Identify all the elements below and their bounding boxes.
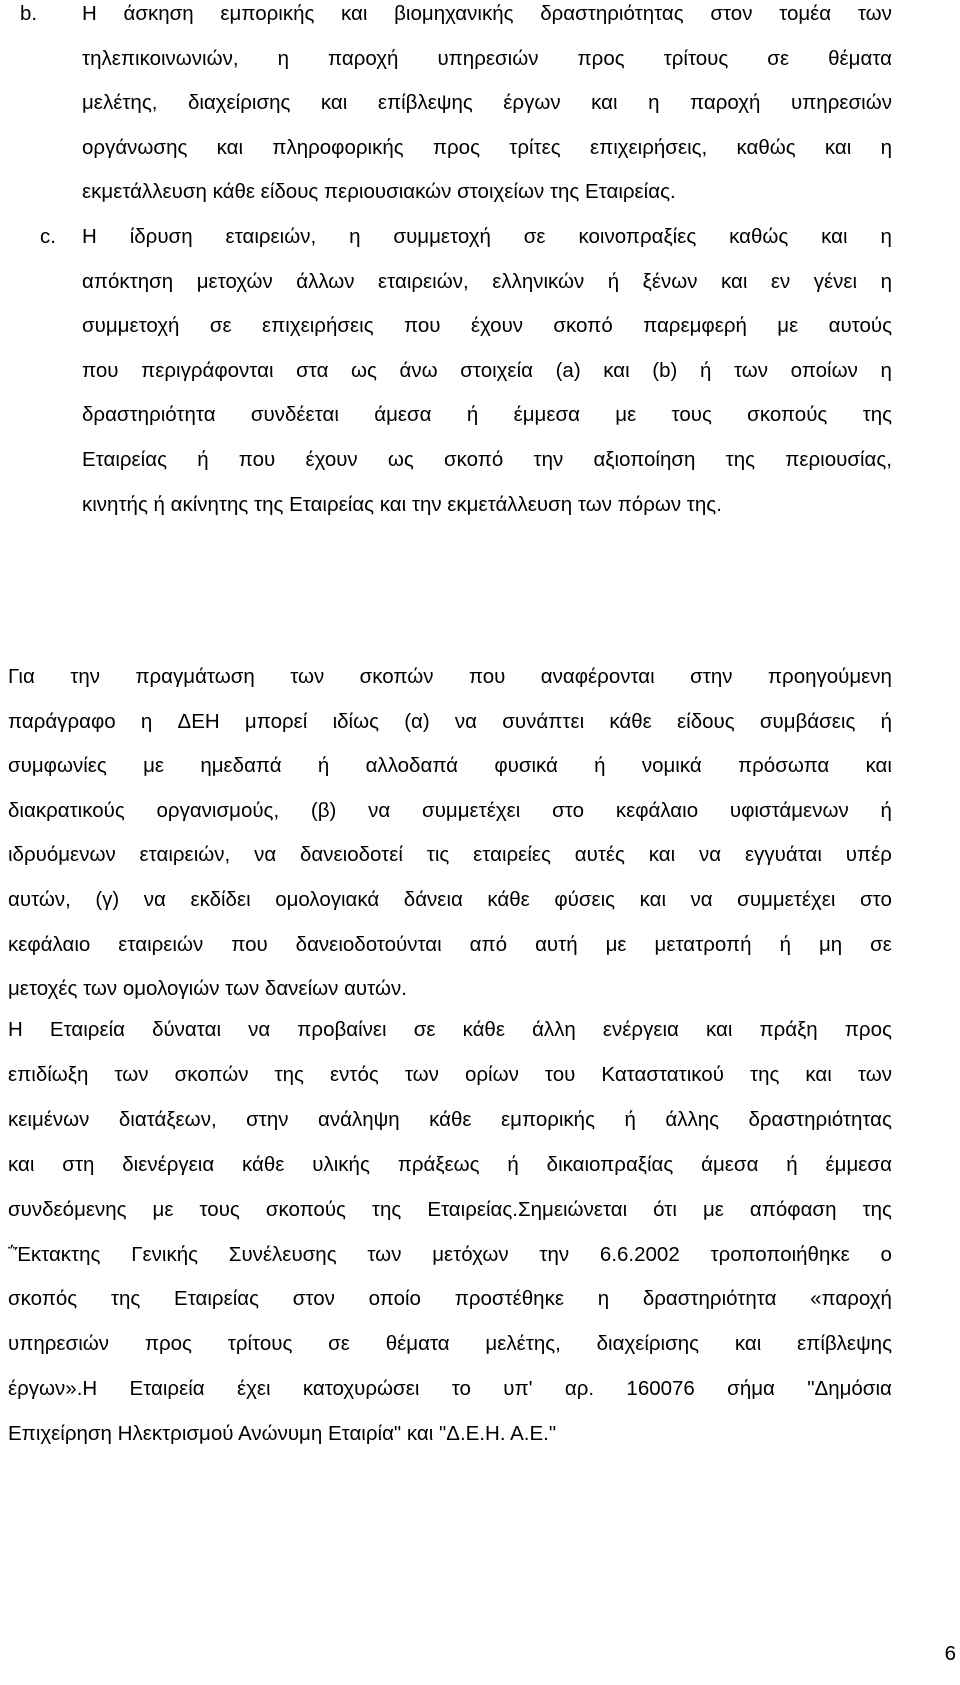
list-marker-b: b.	[20, 2, 38, 25]
text-line: Επιχείρηση Ηλεκτρισμού Ανώνυμη Εταιρία" και "Δ.Ε.Η. Α.Ε."	[8, 1422, 557, 1446]
text-line: μελέτης, διαχείρισης και επίβλεψης έργων και η παροχή υπηρεσιών	[82, 91, 892, 114]
text-line: επιδίωξη των σκοπών της εντός των ορίων του Καταστατικού της και των	[8, 1062, 892, 1086]
text-line: που περιγράφονται στα ως άνω στοιχεία (a) και (b) ή των οποίων η	[82, 358, 892, 382]
text-line: κειμένων διατάξεων, στην ανάληψη κάθε εμπορικής ή άλλης δραστηριότητας	[8, 1107, 892, 1131]
text-line: Η Εταιρεία δύναται να προβαίνει σε κάθε άλλη ενέργεια και πράξη προς	[8, 1018, 892, 1041]
text-line: εκμετάλλευση κάθε είδους περιουσιακών στοιχείων της Εταιρείας.	[82, 180, 676, 203]
text-line: παράγραφο η ΔΕΗ μπορεί ιδίως (α) να συνάπτει κάθε είδους συμβάσεις ή	[8, 709, 892, 733]
text-line: έργων».Η Εταιρεία έχει κατοχυρώσει το υπ' αρ. 160076 σήμα "Δημόσια	[8, 1377, 892, 1401]
text-line: Η ίδρυση εταιρειών, η συμμετοχή σε κοινοπραξίες καθώς και η	[82, 225, 892, 248]
text-line: κεφάλαιο εταιρειών που δανειοδοτούνται από αυτή με μετατροπή ή μη σε	[8, 932, 892, 956]
text-line: Για την πραγμάτωση των σκοπών που αναφέρονται στην προηγούμενη	[8, 665, 892, 688]
text-line: μετοχές των ομολογιών των δανείων αυτών.	[8, 977, 407, 1001]
text-line: Η άσκηση εμπορικής και βιομηχανικής δραστηριότητας στον τομέα των	[82, 2, 892, 25]
text-line: συμμετοχή σε επιχειρήσεις που έχουν σκοπό παρεμφερή με αυτούς	[82, 314, 892, 338]
text-line: συμφωνίες με ημεδαπά ή αλλοδαπά φυσικά ή νομικά πρόσωπα και	[8, 754, 892, 778]
text-line: κινητής ή ακίνητης της Εταιρείας και την εκμετάλλευση των πόρων της.	[82, 492, 722, 516]
text-line: οργάνωσης και πληροφορικής προς τρίτες επιχειρήσεις, καθώς και η	[82, 135, 892, 159]
page-number: 6	[944, 1642, 956, 1665]
text-line: διακρατικούς οργανισμούς, (β) να συμμετέχει στο κεφάλαιο υφιστάμενων ή	[8, 798, 892, 822]
text-line: και στη διενέργεια κάθε υλικής πράξεως ή δικαιοπραξίας άμεσα ή έμμεσα	[8, 1152, 892, 1176]
list-marker-c: c.	[40, 225, 56, 248]
text-line: απόκτηση μετοχών άλλων εταιρειών, ελληνικών ή ξένων και εν γένει η	[82, 269, 892, 293]
text-line: Εταιρείας ή που έχουν ως σκοπό την αξιοποίηση της περιουσίας,	[82, 448, 892, 471]
text-line: τηλεπικοινωνιών, η παροχή υπηρεσιών προς τρίτους σε θέματα	[82, 46, 892, 70]
text-line: υπηρεσιών προς τρίτους σε θέματα μελέτης, διαχείρισης και επίβλεψης	[8, 1332, 892, 1356]
text-line: ΅Έκτακτης Γενικής Συνέλευσης των μετόχων την 6.6.2002 τροποποιήθηκε ο	[8, 1242, 892, 1266]
text-line: σκοπός της Εταιρείας στον οποίο προστέθηκε η δραστηριότητα «παροχή	[8, 1287, 892, 1311]
text-line: ιδρυόμενων εταιρειών, να δανειοδοτεί τις εταιρείες αυτές και να εγγυάται υπέρ	[8, 843, 892, 867]
text-line: δραστηριότητα συνδέεται άμεσα ή έμμεσα με τους σκοπούς της	[82, 403, 892, 427]
text-line: συνδεόμενης με τους σκοπούς της Εταιρείας.Σημειώνεται ότι με απόφαση της	[8, 1197, 892, 1221]
text-line: αυτών, (γ) να εκδίδει ομολογιακά δάνεια κάθε φύσεις και να συμμετέχει στο	[8, 888, 892, 911]
